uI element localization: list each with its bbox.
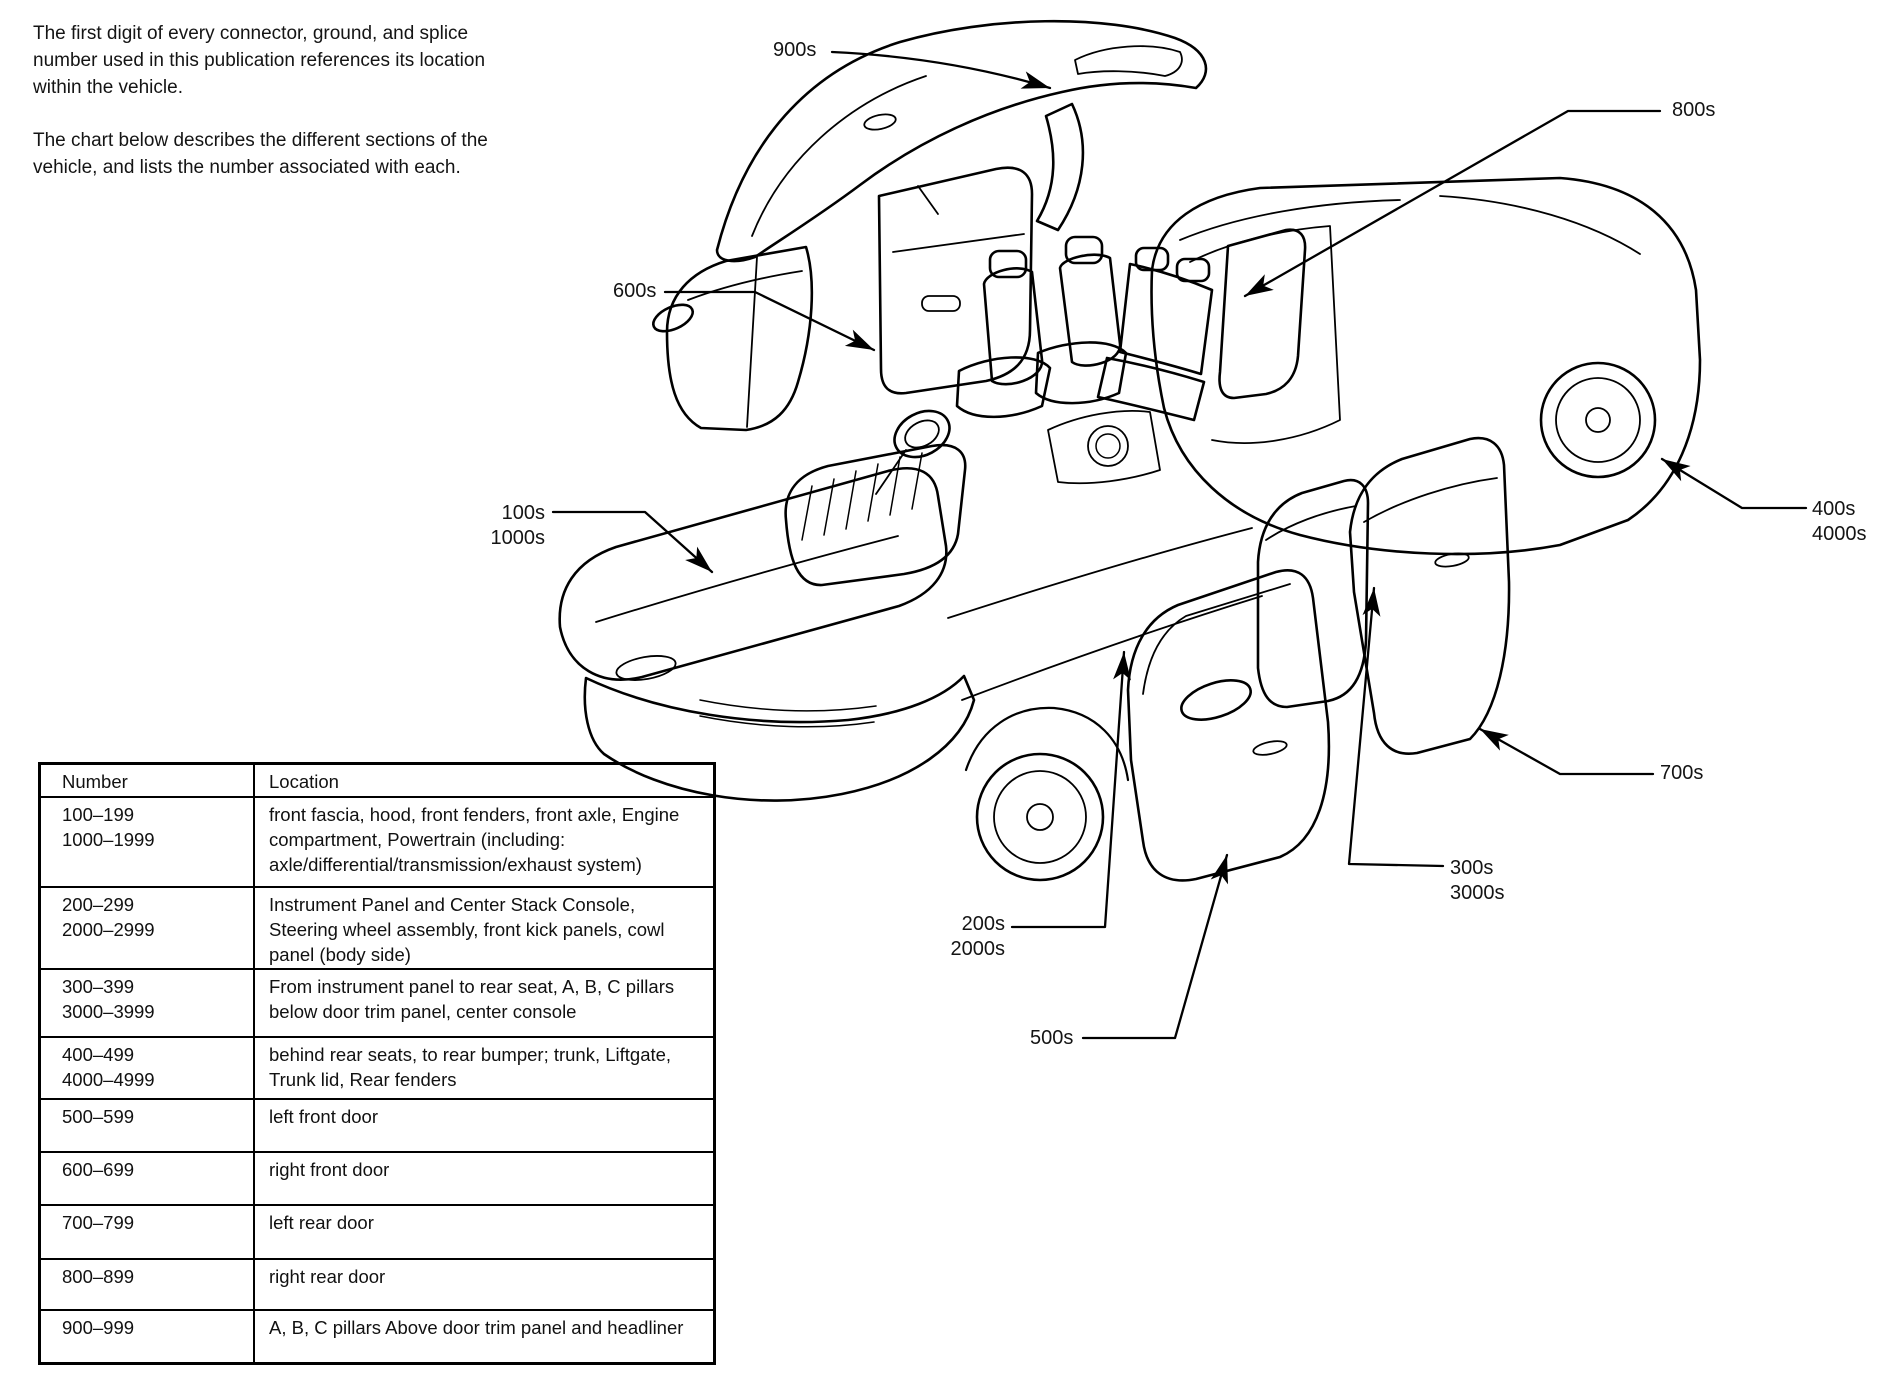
arrow-800s [1245, 111, 1660, 296]
table-row [40, 1152, 715, 1205]
table-cell-location: A, B, C pillars Above door trim panel and headliner [254, 1310, 715, 1364]
intro-paragraph-2: The chart below describes the different sections of the vehicle, and lists the number associated with each. [33, 130, 488, 178]
table-cell-location: right rear door [254, 1259, 715, 1310]
table-row [40, 887, 715, 969]
right-rear-door-glass-drawing [1220, 230, 1306, 398]
column-header-location: Location [254, 764, 715, 797]
arrow-300s [1349, 588, 1443, 866]
arrow-200s [1012, 652, 1124, 927]
table-cell-number: 700–799 [40, 1205, 255, 1259]
left-front-door-drawing [1128, 570, 1329, 880]
table-cell-number: 100–199 1000–1999 [40, 797, 255, 887]
table-cell-location: left rear door [254, 1205, 715, 1259]
section-legend-table [38, 762, 716, 1365]
table-cell-number: 500–599 [40, 1099, 255, 1152]
table-cell-number: 800–899 [40, 1259, 255, 1310]
table-cell-number: 200–299 2000–2999 [40, 887, 255, 969]
c-pillar-piece-drawing [1037, 104, 1083, 230]
callout-label-800s: 800s [1672, 99, 1716, 121]
callout-label-900s: 900s [773, 39, 817, 61]
callout-label-500s: 500s [1030, 1027, 1074, 1049]
table-cell-location: left front door [254, 1099, 715, 1152]
table-row [40, 1205, 715, 1259]
callout-label-100s: 100s 1000s [490, 502, 545, 549]
table-row [40, 1310, 715, 1364]
rear-body-drawing [1152, 178, 1701, 554]
table-cell-number: 400–499 4000–4999 [40, 1037, 255, 1099]
table-row [40, 1259, 715, 1310]
table-cell-location: From instrument panel to rear seat, A, B, C pillars below door trim panel, center console [254, 969, 715, 1037]
column-header-number: Number [40, 764, 255, 797]
right-front-door-glass-drawing [879, 168, 1032, 394]
table-cell-location: front fascia, hood, front fenders, front axle, Engine compartment, Powertrain (including: axle/differential/transmission/exhaust system) [254, 797, 715, 887]
callout-arrows [553, 52, 1806, 1038]
arrow-600s [665, 292, 874, 350]
table-cell-location: Instrument Panel and Center Stack Console, Steering wheel assembly, front kick panels, cowl panel (body side) [254, 887, 715, 969]
table-cell-location: right front door [254, 1152, 715, 1205]
rocker-lines-drawing [948, 528, 1262, 700]
table-cell-number: 900–999 [40, 1310, 255, 1364]
intro-paragraph-1: The first digit of every connector, ground, and splice number used in this publication references its location within the vehicle. [33, 23, 486, 98]
callout-label-600s: 600s [613, 280, 657, 302]
table-row [40, 969, 715, 1037]
table-header-row [40, 764, 715, 797]
callout-label-200s: 200s 2000s [950, 913, 1005, 960]
arrow-400s [1662, 459, 1806, 508]
table-row [40, 1099, 715, 1152]
table-row [40, 1037, 715, 1099]
table-cell-number: 600–699 [40, 1152, 255, 1205]
left-fender-piece-drawing [649, 247, 811, 430]
arrow-500s [1083, 855, 1227, 1038]
callout-label-700s: 700s [1660, 762, 1704, 784]
seats-drawing [957, 237, 1212, 483]
callout-label-300s: 300s 3000s [1450, 857, 1505, 904]
arrow-900s [832, 52, 1050, 88]
table-row [40, 797, 715, 887]
table-cell-location: behind rear seats, to rear bumper; trunk, Liftgate, Trunk lid, Rear fenders [254, 1037, 715, 1099]
table-cell-number: 300–399 3000–3999 [40, 969, 255, 1037]
arrow-700s [1480, 729, 1653, 774]
callout-label-400s: 400s 4000s [1812, 498, 1867, 545]
